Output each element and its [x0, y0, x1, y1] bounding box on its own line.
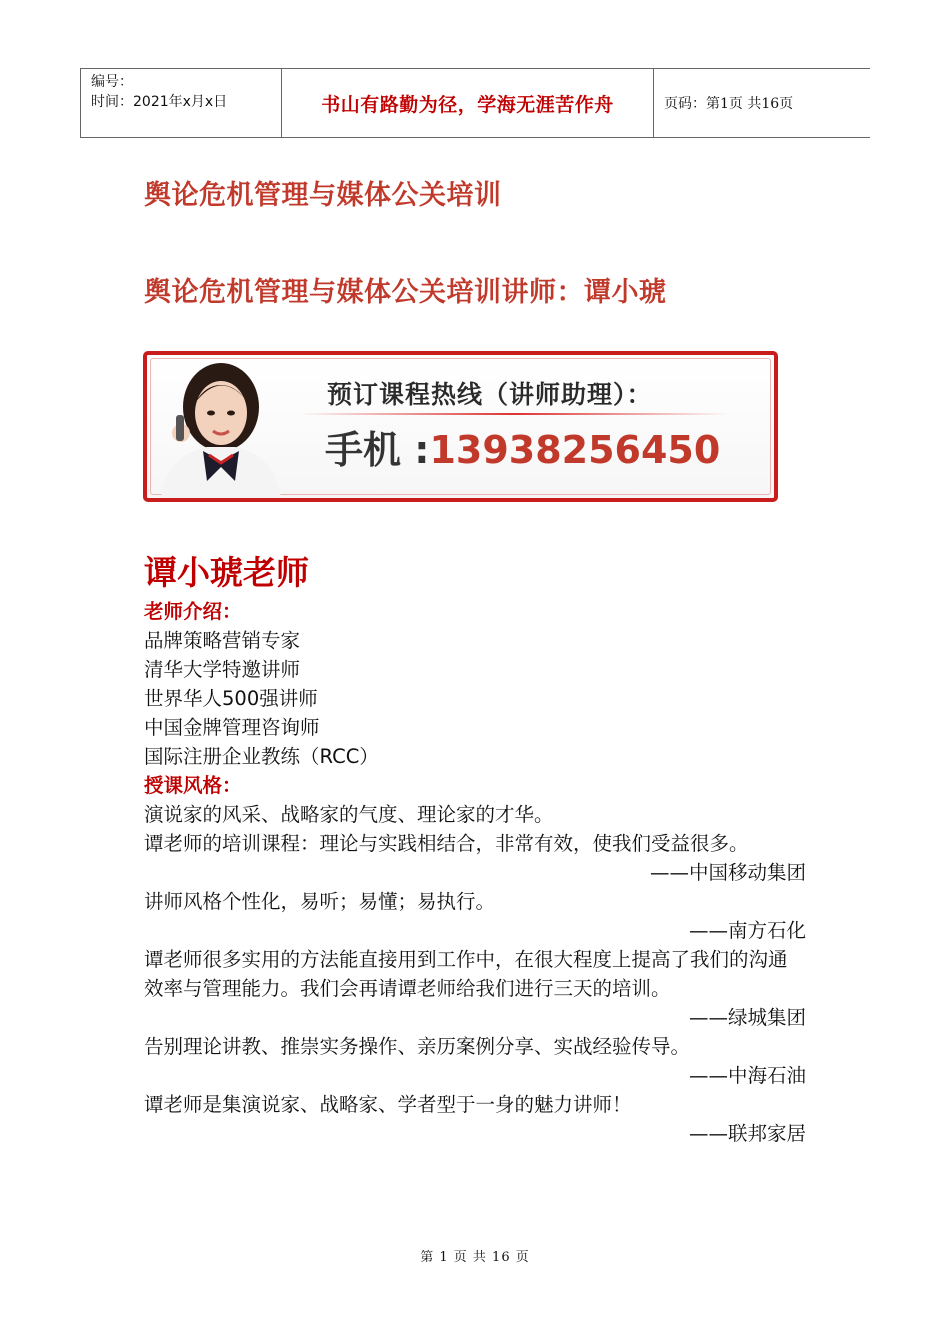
- phone-label: 手机 :: [325, 428, 430, 472]
- assistant-photo-icon: [151, 355, 301, 498]
- hotline-label: 预订课程热线（讲师助理）：: [327, 380, 653, 409]
- style-summary: 演说家的风采、战略家的气度、理论家的才华。: [144, 803, 554, 826]
- testimonial-text: 谭老师是集演说家、战略家、学者型于一身的魅力讲师！: [144, 1093, 632, 1116]
- number-label: 编号：: [91, 74, 133, 90]
- testimonial-source: ——南方石化: [688, 919, 806, 942]
- intro-item: 清华大学特邀讲师: [144, 658, 301, 681]
- teacher-profile: [144, 597, 806, 1148]
- style-heading: 授课风格：: [144, 774, 242, 797]
- header-page-info: 页码：第1页 共16页: [664, 96, 794, 112]
- intro-item: 品牌策略营销专家: [144, 629, 301, 652]
- intro-heading: 老师介绍：: [144, 600, 242, 623]
- teacher-name-heading: 谭小琥老师: [144, 553, 309, 592]
- document-header-table: [80, 68, 870, 138]
- phone-number: 13938256450: [429, 428, 721, 472]
- page-footer: 第 1 页 共 16 页: [420, 1250, 530, 1265]
- header-motto: 书山有路勤为径，学海无涯苦作舟: [282, 69, 654, 137]
- phone-line: [325, 419, 720, 474]
- testimonial-source: ——绿城集团: [688, 1006, 806, 1029]
- testimonial-text: 讲师风格个性化，易听；易懂；易执行。: [144, 890, 496, 913]
- testimonial-source: ——中国移动集团: [649, 861, 806, 884]
- intro-item: 世界华人500强讲师: [144, 687, 318, 710]
- testimonial-source: ——中海石油: [688, 1064, 806, 1087]
- testimonial-text: 谭老师的培训课程：理论与实践相结合，非常有效，使我们受益很多。: [144, 832, 749, 855]
- time-label: 时间：2021年x月x日: [91, 94, 228, 110]
- banner-divider: [299, 413, 729, 415]
- document-title: 舆论危机管理与媒体公关培训: [144, 180, 502, 211]
- testimonial-source: ——联邦家居: [688, 1122, 806, 1145]
- testimonial-text: 谭老师很多实用的方法能直接用到工作中，在很大程度上提高了我们的沟通效率与管理能力。我们会再请谭老师给我们进行三天的培训。: [144, 948, 788, 1000]
- testimonial-text: 告别理论讲教、推崇实务操作、亲历案例分享、实战经验传导。: [144, 1035, 691, 1058]
- header-meta-cell: [80, 69, 282, 137]
- booking-hotline-banner: [143, 351, 778, 502]
- intro-item: 中国金牌管理咨询师: [144, 716, 320, 739]
- intro-item: 国际注册企业教练（RCC）: [144, 745, 379, 768]
- trainer-title: 舆论危机管理与媒体公关培训讲师：谭小琥: [144, 277, 667, 308]
